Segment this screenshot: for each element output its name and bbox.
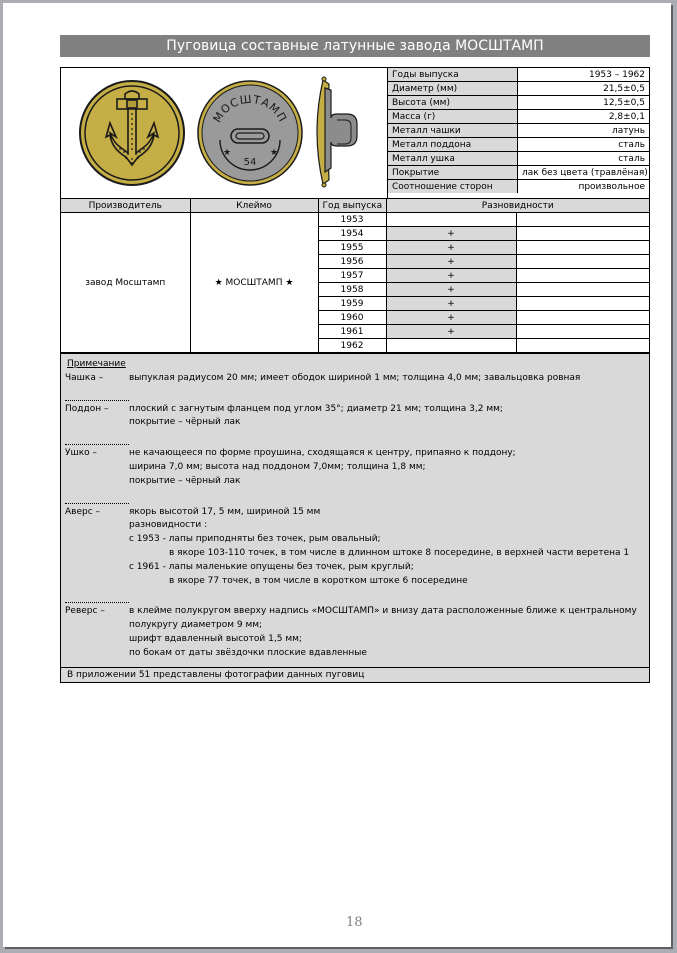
- year-cell: 1954: [318, 227, 386, 241]
- property-value: произвольное: [578, 181, 645, 192]
- variant-1-cell: [386, 339, 516, 353]
- property-row: [388, 138, 649, 152]
- note-line: якорь высотой 17, 5 мм, шириной 15 мм: [129, 506, 321, 517]
- year-cell: 1960: [318, 311, 386, 325]
- note-item: [65, 506, 645, 589]
- variant-2-cell: [516, 325, 649, 339]
- note-line: с 1961 - лапы маленькие опущены без точек, рым круглый;: [129, 561, 414, 572]
- property-key: Покрытие: [388, 166, 518, 180]
- year-cell: 1962: [318, 339, 386, 353]
- maker-cell: завод Мосштамп: [61, 213, 190, 353]
- note-separator: [65, 489, 129, 504]
- variant-2-cell: [516, 213, 649, 227]
- note-line: в якоре 103-110 точек, в том числе в длинном штоке 8 посередине, в верхней части веретена 1: [169, 547, 630, 558]
- variant-2-cell: [516, 255, 649, 269]
- property-row: [388, 68, 649, 82]
- note-line: шрифт вдавленный высотой 1,5 мм;: [129, 633, 302, 644]
- property-key: Металл поддона: [388, 138, 518, 152]
- appendix-note: В приложении 51 представлены фотографии данных пуговиц: [61, 667, 649, 682]
- note-label: Чашка –: [65, 372, 104, 383]
- anchor-obverse-image: [77, 78, 187, 188]
- header-maker: Производитель: [61, 199, 190, 213]
- variant-1-cell: +: [386, 297, 516, 311]
- production-grid: [61, 199, 649, 353]
- property-value: латунь: [518, 124, 650, 138]
- property-row: [388, 166, 649, 180]
- property-key: Масса (г): [388, 110, 518, 124]
- note-item: [65, 403, 645, 431]
- property-key: Высота (мм): [388, 96, 518, 110]
- note-line: полукругу диаметром 9 мм;: [129, 620, 263, 631]
- year-row: [61, 213, 649, 227]
- note-line: с 1953 - лапы приподняты без точек, рым овальный;: [129, 534, 381, 545]
- note-label: Ушко –: [65, 448, 98, 459]
- note-line: покрытие – чёрный лак: [129, 417, 241, 428]
- property-value: 1953 – 1962: [518, 68, 650, 82]
- variant-2-cell: [516, 227, 649, 241]
- properties-table: [388, 68, 649, 193]
- note-separator: [65, 386, 129, 401]
- property-key: Годы выпуска: [388, 68, 518, 82]
- variant-2-cell: [516, 339, 649, 353]
- page-number: 18: [346, 915, 363, 930]
- property-value: сталь: [518, 138, 650, 152]
- property-key: Металл ушка: [388, 152, 518, 166]
- star-icon: ★: [223, 148, 232, 158]
- header-year: Год выпуска: [318, 199, 386, 213]
- variant-1-cell: [386, 213, 516, 227]
- year-cell: 1953: [318, 213, 386, 227]
- note-line: в якоре 77 точек, в том числе в коротком штоке 6 посередине: [169, 575, 468, 586]
- note-line: в клейме полукругом вверху надпись «МОСШТАМП» и внизу дата расположенные ближе к центральному: [129, 606, 637, 617]
- year-cell: 1961: [318, 325, 386, 339]
- variant-1-cell: +: [386, 325, 516, 339]
- property-row: [388, 96, 649, 110]
- property-key: Соотношение сторон: [388, 180, 518, 194]
- property-value: 2,8±0,1: [518, 110, 650, 124]
- button-card: [60, 67, 650, 683]
- header-variants: Разновидности: [386, 199, 649, 213]
- year-cell: 1957: [318, 269, 386, 283]
- note-line: покрытие – чёрный лак: [129, 475, 241, 486]
- card-top: [61, 68, 649, 199]
- variant-1-cell: +: [386, 311, 516, 325]
- notes-section: [61, 353, 649, 667]
- variant-2-cell: [516, 311, 649, 325]
- variant-1-cell: +: [386, 227, 516, 241]
- property-row: [388, 82, 649, 96]
- property-row: [388, 180, 649, 194]
- property-row: [388, 152, 649, 166]
- property-value: 21,5±0,5: [518, 82, 650, 96]
- note-item: [65, 372, 645, 386]
- profile-section-image: [313, 74, 363, 190]
- page-title: Пуговица составные латунные завода МОСШТАМП: [60, 35, 650, 57]
- note-separator: [65, 430, 129, 445]
- grid-header-row: [61, 199, 649, 213]
- variant-1-cell: +: [386, 241, 516, 255]
- notes-heading: Примечание: [67, 359, 126, 369]
- property-value: 12,5±0,5: [518, 96, 650, 110]
- note-label: Аверс –: [65, 506, 101, 517]
- property-key: Металл чашки: [388, 124, 518, 138]
- note-separator: [65, 588, 129, 603]
- year-cell: 1955: [318, 241, 386, 255]
- reverse-mark-image: [195, 78, 305, 188]
- reverse-mark-text: МОСШТАМП: [210, 92, 290, 125]
- note-label: Реверс –: [65, 606, 105, 617]
- reverse-date: 54: [243, 157, 257, 168]
- header-mark: Клеймо: [190, 199, 318, 213]
- document-page: [3, 3, 671, 947]
- year-cell: 1958: [318, 283, 386, 297]
- variant-1-cell: +: [386, 269, 516, 283]
- button-images: [61, 68, 388, 198]
- note-line: плоский с загнутым фланцем под углом 35°; диаметр 21 мм; толщина 3,2 мм;: [129, 403, 503, 414]
- note-item: [65, 605, 645, 660]
- note-item: [65, 447, 645, 488]
- variant-2-cell: [516, 241, 649, 255]
- variant-2-cell: [516, 269, 649, 283]
- star-icon: ★: [270, 148, 279, 158]
- variant-1-cell: +: [386, 283, 516, 297]
- year-cell: 1956: [318, 255, 386, 269]
- variant-1-cell: +: [386, 255, 516, 269]
- property-key: Диаметр (мм): [388, 82, 518, 96]
- year-cell: 1959: [318, 297, 386, 311]
- note-line: ширина 7,0 мм; высота над поддоном 7,0мм; толщина 1,8 мм;: [129, 461, 426, 472]
- variant-2-cell: [516, 283, 649, 297]
- note-line: разновидности :: [129, 520, 208, 531]
- property-value: сталь: [518, 152, 650, 166]
- note-label: Поддон –: [65, 403, 109, 414]
- property-row: [388, 110, 649, 124]
- note-line: по бокам от даты звёздочки плоские вдавленные: [129, 647, 367, 658]
- property-row: [388, 124, 649, 138]
- property-value: лак без цвета (травлёная): [518, 166, 650, 180]
- variant-2-cell: [516, 297, 649, 311]
- mark-cell: ★ МОСШТАМП ★: [190, 213, 318, 353]
- note-line: не качающееся по форме проушина, сходящаяся к центру, припаяно к поддону;: [129, 448, 516, 459]
- properties-panel: [388, 68, 649, 198]
- note-line: выпуклая радиусом 20 мм; имеет ободок шириной 1 мм; толщина 4,0 мм; завальцовка ровная: [129, 372, 581, 383]
